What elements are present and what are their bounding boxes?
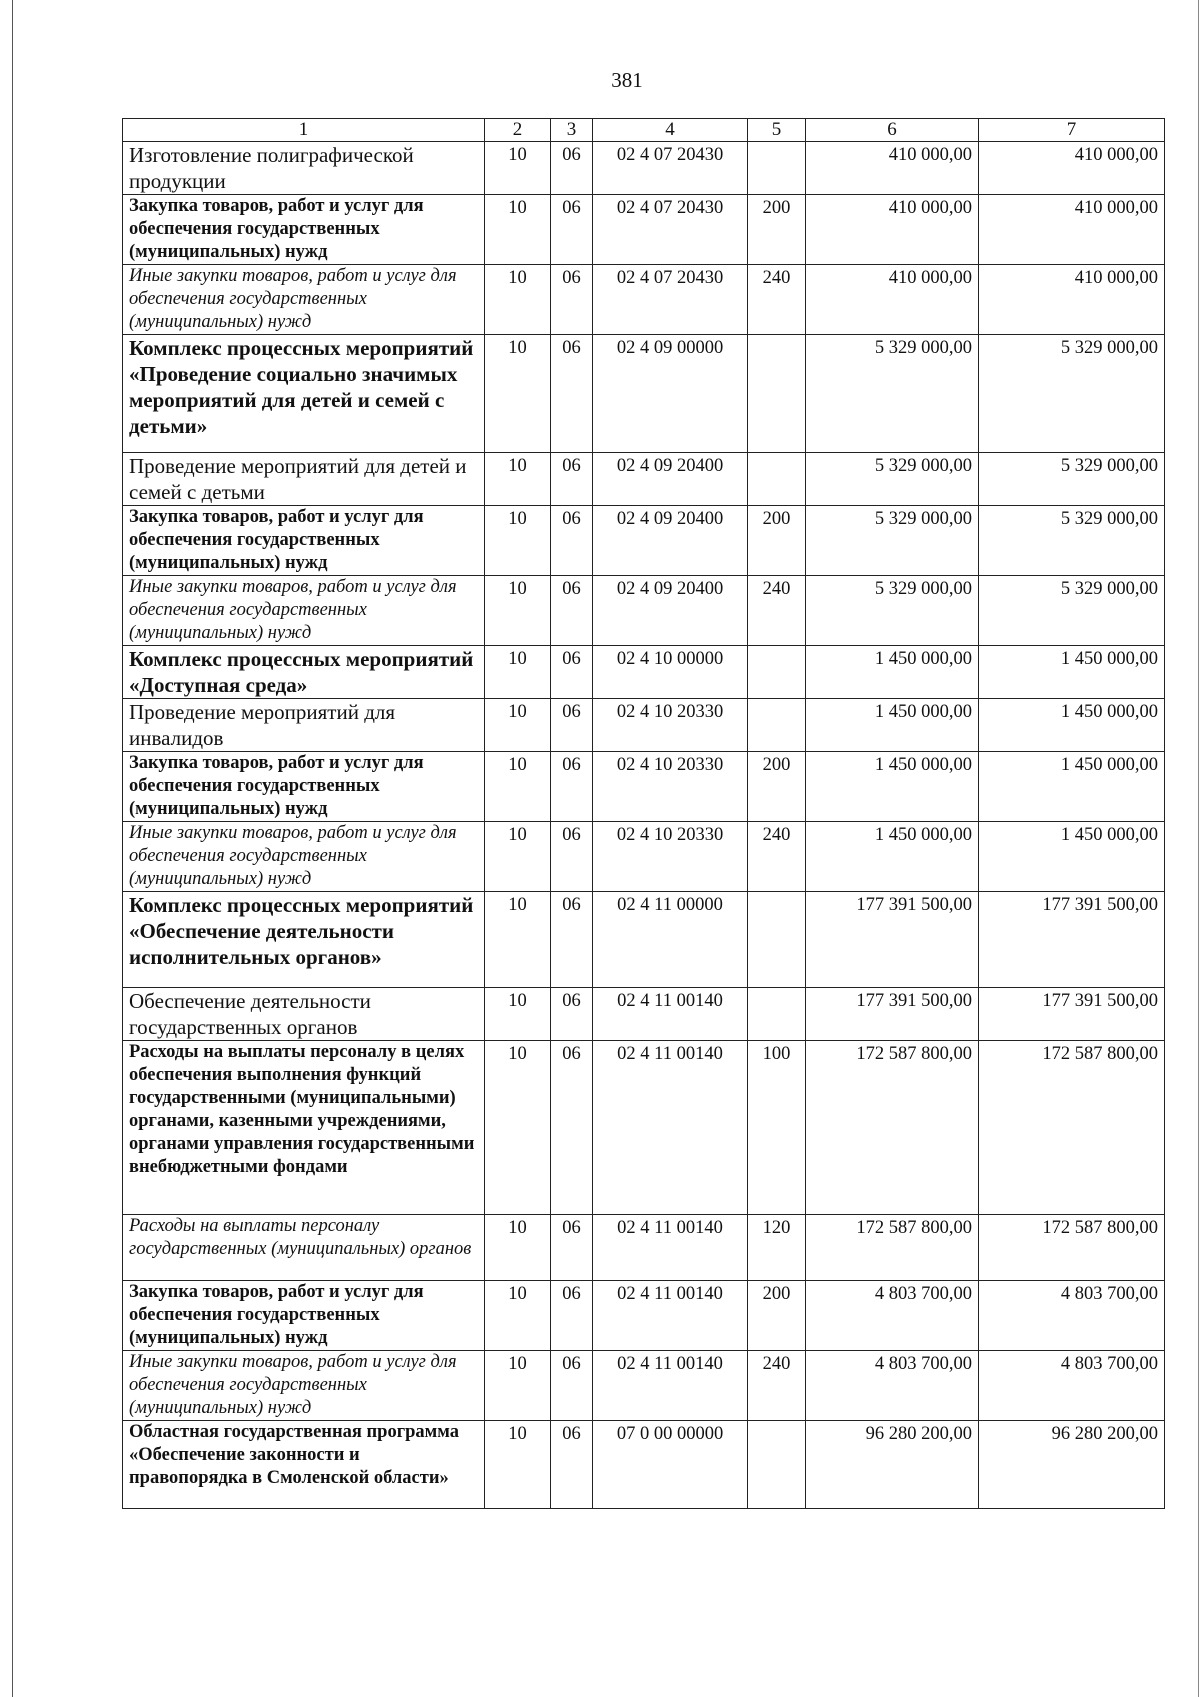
target-article-code: 02 4 11 00140: [593, 1041, 748, 1215]
amount-col6: 172 587 800,00: [806, 1041, 979, 1215]
row-name: Обеспечение деятельности государственных органов: [123, 988, 485, 1041]
subsection-code: 06: [551, 892, 593, 988]
expense-type-code: [748, 335, 806, 453]
target-article-code: 02 4 07 20430: [593, 265, 748, 335]
table-row: [123, 576, 1165, 646]
table-row: [123, 1215, 1165, 1281]
amount-col6: 172 587 800,00: [806, 1215, 979, 1281]
column-header: 7: [979, 119, 1165, 142]
column-header: 4: [593, 119, 748, 142]
amount-col7: 4 803 700,00: [979, 1281, 1165, 1351]
row-name: Иные закупки товаров, работ и услуг для обеспечения государственных (муниципальных) нужд: [123, 822, 485, 892]
amount-col6: 4 803 700,00: [806, 1351, 979, 1421]
row-name: Комплекс процессных мероприятий «Доступная среда»: [123, 646, 485, 699]
column-header: 3: [551, 119, 593, 142]
table-row: [123, 1281, 1165, 1351]
target-article-code: 02 4 09 20400: [593, 453, 748, 506]
table-row: [123, 1041, 1165, 1215]
subsection-code: 06: [551, 195, 593, 265]
table-row: [123, 892, 1165, 988]
amount-col7: 1 450 000,00: [979, 646, 1165, 699]
amount-col7: 410 000,00: [979, 142, 1165, 195]
column-number-row: [123, 119, 1165, 142]
table-row: [123, 335, 1165, 453]
amount-col7: 4 803 700,00: [979, 1351, 1165, 1421]
table-row: [123, 988, 1165, 1041]
subsection-code: 06: [551, 1215, 593, 1281]
expense-type-code: [748, 1421, 806, 1509]
row-name: Расходы на выплаты персоналу в целях обеспечения выполнения функций государственными (муниципальными) органами, казенными учреждениями, органами управления государственными внебюджетными фондами: [123, 1041, 485, 1215]
table-row: [123, 1421, 1165, 1509]
expense-type-code: 240: [748, 1351, 806, 1421]
target-article-code: 02 4 11 00000: [593, 892, 748, 988]
subsection-code: 06: [551, 646, 593, 699]
subsection-code: 06: [551, 506, 593, 576]
amount-col7: 177 391 500,00: [979, 892, 1165, 988]
expense-type-code: [748, 699, 806, 752]
target-article-code: 02 4 09 20400: [593, 506, 748, 576]
section-code: 10: [485, 1215, 551, 1281]
section-code: 10: [485, 265, 551, 335]
subsection-code: 06: [551, 142, 593, 195]
target-article-code: 07 0 00 00000: [593, 1421, 748, 1509]
column-header: 5: [748, 119, 806, 142]
amount-col7: 1 450 000,00: [979, 699, 1165, 752]
target-article-code: 02 4 11 00140: [593, 1281, 748, 1351]
amount-col7: 5 329 000,00: [979, 453, 1165, 506]
table-row: [123, 453, 1165, 506]
section-code: 10: [485, 1281, 551, 1351]
table-row: [123, 195, 1165, 265]
amount-col6: 1 450 000,00: [806, 752, 979, 822]
row-name: Иные закупки товаров, работ и услуг для обеспечения государственных (муниципальных) нужд: [123, 1351, 485, 1421]
section-code: 10: [485, 1351, 551, 1421]
row-name: Областная государственная программа «Обеспечение законности и правопорядка в Смоленской области»: [123, 1421, 485, 1509]
expense-type-code: 100: [748, 1041, 806, 1215]
amount-col7: 5 329 000,00: [979, 506, 1165, 576]
target-article-code: 02 4 11 00140: [593, 988, 748, 1041]
row-name: Расходы на выплаты персоналу государственных (муниципальных) органов: [123, 1215, 485, 1281]
row-name: Закупка товаров, работ и услуг для обеспечения государственных (муниципальных) нужд: [123, 752, 485, 822]
table-body: [123, 142, 1165, 1509]
table-row: [123, 506, 1165, 576]
row-name: Закупка товаров, работ и услуг для обеспечения государственных (муниципальных) нужд: [123, 1281, 485, 1351]
subsection-code: 06: [551, 1421, 593, 1509]
section-code: 10: [485, 1041, 551, 1215]
subsection-code: 06: [551, 1281, 593, 1351]
target-article-code: 02 4 07 20430: [593, 195, 748, 265]
amount-col6: 1 450 000,00: [806, 646, 979, 699]
amount-col7: 5 329 000,00: [979, 335, 1165, 453]
section-code: 10: [485, 335, 551, 453]
amount-col6: 5 329 000,00: [806, 335, 979, 453]
subsection-code: 06: [551, 335, 593, 453]
table-row: [123, 265, 1165, 335]
table-row: [123, 1351, 1165, 1421]
subsection-code: 06: [551, 752, 593, 822]
amount-col6: 1 450 000,00: [806, 822, 979, 892]
subsection-code: 06: [551, 453, 593, 506]
expense-type-code: 240: [748, 822, 806, 892]
section-code: 10: [485, 195, 551, 265]
row-name: Изготовление полиграфической продукции: [123, 142, 485, 195]
amount-col6: 410 000,00: [806, 142, 979, 195]
expense-type-code: 240: [748, 576, 806, 646]
expense-type-code: [748, 142, 806, 195]
section-code: 10: [485, 752, 551, 822]
target-article-code: 02 4 10 20330: [593, 822, 748, 892]
row-name: Иные закупки товаров, работ и услуг для обеспечения государственных (муниципальных) нужд: [123, 576, 485, 646]
target-article-code: 02 4 11 00140: [593, 1215, 748, 1281]
section-code: 10: [485, 453, 551, 506]
amount-col7: 172 587 800,00: [979, 1215, 1165, 1281]
subsection-code: 06: [551, 822, 593, 892]
target-article-code: 02 4 11 00140: [593, 1351, 748, 1421]
target-article-code: 02 4 09 20400: [593, 576, 748, 646]
expense-type-code: 200: [748, 1281, 806, 1351]
amount-col6: 4 803 700,00: [806, 1281, 979, 1351]
amount-col7: 410 000,00: [979, 265, 1165, 335]
amount-col6: 5 329 000,00: [806, 453, 979, 506]
expense-type-code: 120: [748, 1215, 806, 1281]
row-name: Закупка товаров, работ и услуг для обеспечения государственных (муниципальных) нужд: [123, 195, 485, 265]
amount-col7: 172 587 800,00: [979, 1041, 1165, 1215]
table-row: [123, 699, 1165, 752]
subsection-code: 06: [551, 265, 593, 335]
target-article-code: 02 4 07 20430: [593, 142, 748, 195]
section-code: 10: [485, 646, 551, 699]
section-code: 10: [485, 822, 551, 892]
expense-type-code: 200: [748, 506, 806, 576]
subsection-code: 06: [551, 1351, 593, 1421]
section-code: 10: [485, 576, 551, 646]
expense-type-code: [748, 988, 806, 1041]
column-header: 1: [123, 119, 485, 142]
subsection-code: 06: [551, 576, 593, 646]
expense-type-code: [748, 453, 806, 506]
amount-col7: 5 329 000,00: [979, 576, 1165, 646]
section-code: 10: [485, 1421, 551, 1509]
amount-col6: 410 000,00: [806, 265, 979, 335]
amount-col7: 96 280 200,00: [979, 1421, 1165, 1509]
amount-col7: 410 000,00: [979, 195, 1165, 265]
table-row: [123, 646, 1165, 699]
scan-edge-right: [1198, 0, 1199, 1697]
section-code: 10: [485, 506, 551, 576]
expense-type-code: [748, 892, 806, 988]
amount-col7: 1 450 000,00: [979, 752, 1165, 822]
amount-col6: 5 329 000,00: [806, 576, 979, 646]
expense-type-code: 200: [748, 752, 806, 822]
target-article-code: 02 4 10 20330: [593, 699, 748, 752]
amount-col6: 96 280 200,00: [806, 1421, 979, 1509]
row-name: Иные закупки товаров, работ и услуг для обеспечения государственных (муниципальных) нужд: [123, 265, 485, 335]
budget-table: [122, 118, 1165, 1509]
scan-edge-left: [12, 0, 13, 1697]
row-name: Комплекс процессных мероприятий «Проведение социально значимых мероприятий для детей и семей с детьми»: [123, 335, 485, 453]
section-code: 10: [485, 142, 551, 195]
table-row: [123, 822, 1165, 892]
subsection-code: 06: [551, 1041, 593, 1215]
target-article-code: 02 4 10 20330: [593, 752, 748, 822]
amount-col7: 1 450 000,00: [979, 822, 1165, 892]
expense-type-code: [748, 646, 806, 699]
amount-col6: 1 450 000,00: [806, 699, 979, 752]
table-row: [123, 752, 1165, 822]
amount-col6: 177 391 500,00: [806, 892, 979, 988]
expense-type-code: 240: [748, 265, 806, 335]
amount-col7: 177 391 500,00: [979, 988, 1165, 1041]
amount-col6: 177 391 500,00: [806, 988, 979, 1041]
section-code: 10: [485, 892, 551, 988]
table-row: [123, 142, 1165, 195]
subsection-code: 06: [551, 988, 593, 1041]
amount-col6: 410 000,00: [806, 195, 979, 265]
expense-type-code: 200: [748, 195, 806, 265]
row-name: Закупка товаров, работ и услуг для обеспечения государственных (муниципальных) нужд: [123, 506, 485, 576]
section-code: 10: [485, 699, 551, 752]
column-header: 6: [806, 119, 979, 142]
row-name: Комплекс процессных мероприятий «Обеспечение деятельности исполнительных органов»: [123, 892, 485, 988]
row-name: Проведение мероприятий для детей и семей с детьми: [123, 453, 485, 506]
subsection-code: 06: [551, 699, 593, 752]
column-header: 2: [485, 119, 551, 142]
amount-col6: 5 329 000,00: [806, 506, 979, 576]
row-name: Проведение мероприятий для инвалидов: [123, 699, 485, 752]
page-number: 381: [611, 68, 643, 92]
target-article-code: 02 4 09 00000: [593, 335, 748, 453]
section-code: 10: [485, 988, 551, 1041]
target-article-code: 02 4 10 00000: [593, 646, 748, 699]
